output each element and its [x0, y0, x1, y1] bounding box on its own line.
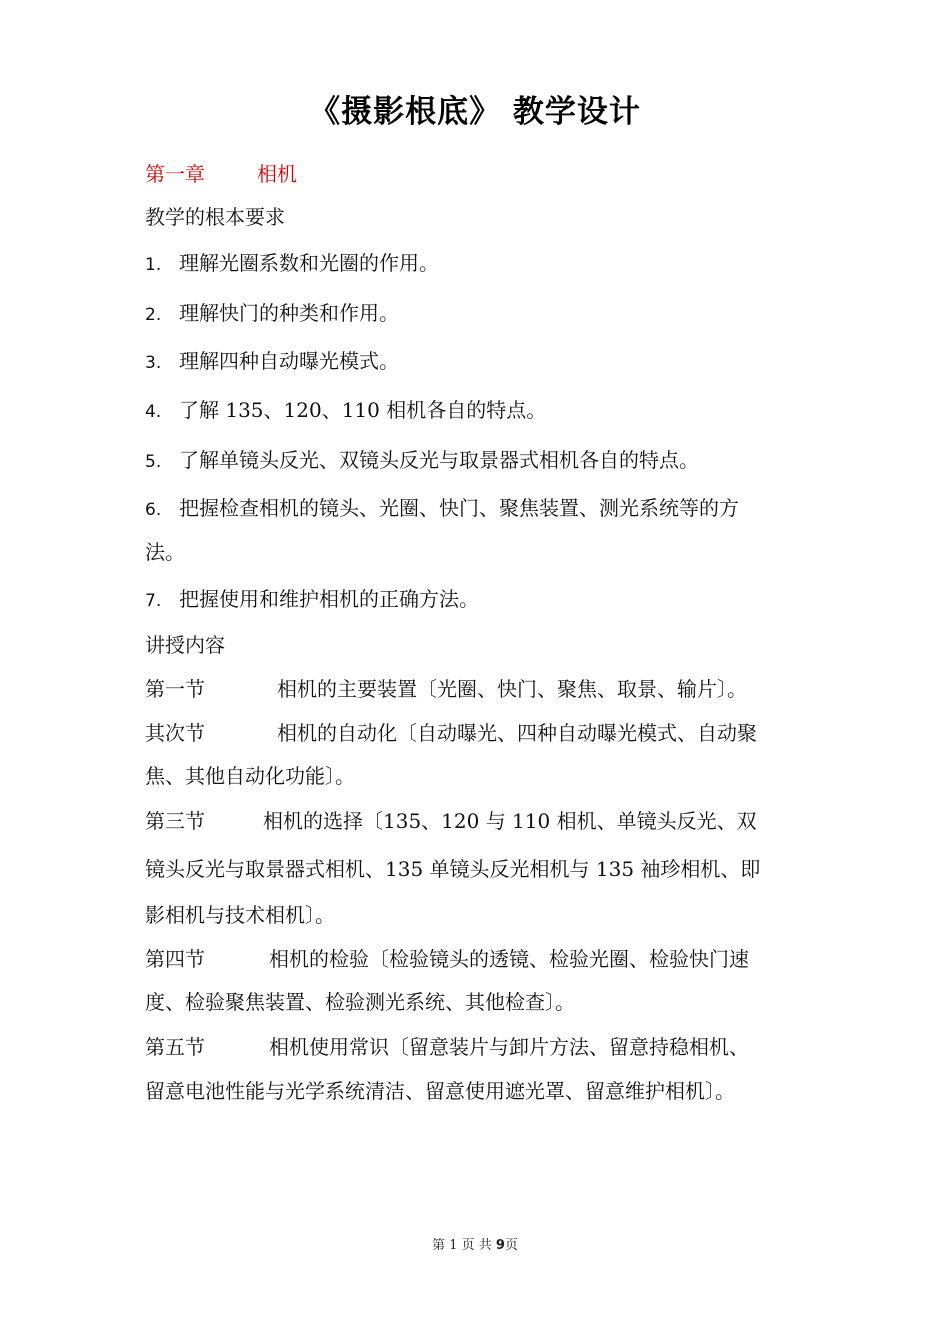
requirement-number: 5. [145, 452, 162, 472]
footer-suffix: 页 [504, 1238, 518, 1253]
section-text: 相机的自动化〔自动曝光、四种自动曝光模式、自动聚 [277, 721, 757, 745]
chapter-label: 第一章 [145, 162, 205, 186]
requirement-item [145, 248, 439, 280]
requirement-number: 4. [145, 402, 162, 422]
footer-prefix: 第 [432, 1238, 446, 1253]
chapter-name: 相机 [257, 162, 297, 186]
chapter-heading [145, 159, 297, 189]
requirement-item [145, 395, 546, 427]
section-continuation: 留意电池性能与光学系统清洁、留意使用遮光罩、留意维护相机〕。 [145, 1079, 735, 1103]
section-line [145, 674, 747, 704]
requirement-number: 1. [145, 255, 162, 275]
requirement-number: 6. [145, 500, 162, 520]
requirement-item [145, 493, 739, 525]
requirement-text: 了解 135、120、110 相机各自的特点。 [179, 398, 547, 422]
section-continuation: 镜头反光与取景器式相机、135 单镜头反光相机与 135 袖珍相机、即 [145, 857, 761, 881]
section-text: 相机的主要装置〔光圈、快门、聚焦、取景、输片〕。 [277, 677, 747, 701]
requirement-item [145, 346, 399, 378]
requirement-text: 理解快门的种类和作用。 [179, 301, 399, 325]
requirement-text: 把握使用和维护相机的正确方法。 [179, 587, 479, 611]
page-footer [0, 1234, 950, 1253]
section-label: 第五节 [145, 1035, 205, 1059]
requirements-heading: 教学的根本要求 [145, 205, 285, 229]
footer-mid: 页 共 [461, 1238, 492, 1253]
requirement-number: 2. [145, 305, 162, 325]
section-text: 相机的检验〔检验镜头的透镜、检验光圈、检验快门速 [269, 947, 749, 971]
section-label: 第三节 [145, 809, 205, 833]
requirement-text: 理解光圈系数和光圈的作用。 [179, 251, 439, 275]
requirement-continuation: 法。 [145, 540, 185, 564]
section-label: 第四节 [145, 947, 205, 971]
section-line [145, 1032, 749, 1062]
section-continuation: 度、检验聚焦装置、检验测光系统、其他检查〕。 [145, 990, 575, 1014]
requirement-number: 7. [145, 591, 162, 611]
footer-page-number: 1 [449, 1238, 458, 1253]
requirement-item [145, 298, 399, 330]
section-line [145, 806, 757, 836]
section-continuation: 焦、其他自动化功能〕。 [145, 764, 355, 788]
section-continuation: 影相机与技术相机〕。 [145, 903, 335, 927]
requirement-item [145, 584, 479, 616]
content-heading: 讲授内容 [145, 633, 225, 657]
section-label: 第一节 [145, 677, 205, 701]
document-title: 《摄影根底》 教学设计 [309, 94, 641, 130]
section-text: 相机使用常识〔留意装片与卸片方法、留意持稳相机、 [269, 1035, 749, 1059]
requirement-text: 把握检查相机的镜头、光圈、快门、聚焦装置、测光系统等的方 [179, 496, 739, 520]
section-text: 相机的选择〔135、120 与 110 相机、单镜头反光、双 [263, 809, 757, 833]
footer-total-pages: 9 [495, 1238, 505, 1253]
section-label: 其次节 [145, 721, 205, 745]
section-line [145, 718, 757, 748]
requirement-item [145, 445, 699, 477]
requirement-number: 3. [145, 353, 162, 373]
requirement-text: 理解四种自动曝光模式。 [179, 349, 399, 373]
section-line [145, 944, 749, 974]
requirement-text: 了解单镜头反光、双镜头反光与取景器式相机各自的特点。 [179, 448, 699, 472]
